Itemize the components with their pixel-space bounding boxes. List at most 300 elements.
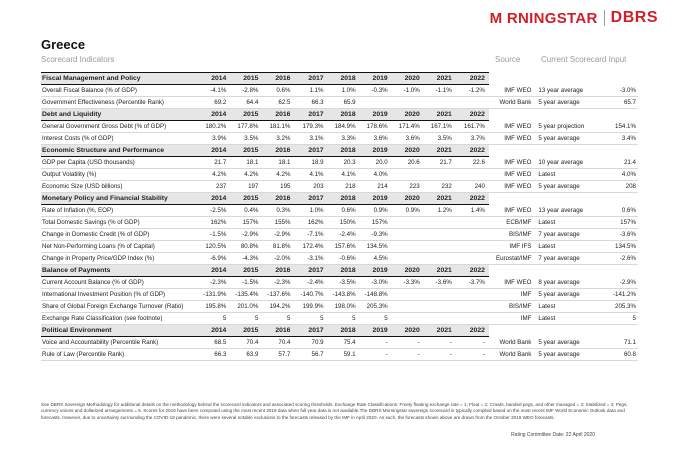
header-spacer	[489, 145, 535, 157]
indicator-value: 18.9	[294, 157, 327, 169]
indicator-source: IMF WEO	[489, 85, 535, 97]
indicator-value: 157%	[230, 217, 262, 229]
year-header: 2021	[424, 193, 456, 205]
current-input-column-header: Current Scorecard Input	[541, 55, 627, 64]
indicator-value: 18.1	[230, 157, 262, 169]
indicator-value: -137.6%	[262, 289, 294, 301]
year-header: 2018	[328, 109, 360, 121]
indicator-value	[424, 217, 456, 229]
indicator-source: IMF WEO	[489, 121, 535, 133]
scorecard-body	[41, 73, 638, 361]
year-header: 2014	[198, 73, 230, 85]
indicator-value: -148.8%	[360, 289, 392, 301]
indicator-value: -4.1%	[198, 85, 230, 97]
indicator-value: 178.6%	[360, 121, 392, 133]
indicator-value: 63.9	[230, 349, 262, 361]
indicator-value: 134.5%	[360, 241, 392, 253]
section-title: Political Environment	[41, 325, 198, 337]
indicator-value: 205.3%	[360, 301, 392, 313]
indicator-value: 5	[198, 313, 230, 325]
current-scorecard-input: 157%	[595, 217, 638, 229]
current-scorecard-input: 4.0%	[595, 169, 638, 181]
indicator-method: 8 year average	[534, 277, 595, 289]
indicator-method: 5 year average	[534, 337, 595, 349]
indicator-value	[424, 229, 456, 241]
year-header: 2022	[456, 109, 489, 121]
indicator-value: 66.3	[294, 97, 327, 109]
indicator-value: -3.0%	[360, 277, 392, 289]
indicator-value: 184.9%	[328, 121, 360, 133]
indicator-source: IMF WEO	[489, 157, 535, 169]
indicator-value: 56.7	[294, 349, 327, 361]
section-title: Monetary Policy and Financial Stability	[41, 193, 198, 205]
indicator-value	[424, 289, 456, 301]
indicator-value: 198.0%	[328, 301, 360, 313]
year-header: 2020	[392, 325, 424, 337]
indicator-source: IMF WEO	[489, 181, 535, 193]
indicator-value: 57.7	[262, 349, 294, 361]
year-header: 2022	[456, 73, 489, 85]
indicator-value: 180.2%	[198, 121, 230, 133]
year-header: 2020	[392, 265, 424, 277]
indicator-value	[360, 97, 392, 109]
indicator-value: 20.3	[328, 157, 360, 169]
year-header: 2018	[328, 265, 360, 277]
indicator-value: -3.1%	[294, 253, 327, 265]
table-row	[41, 313, 638, 325]
year-header: 2014	[198, 325, 230, 337]
year-header: 2014	[198, 109, 230, 121]
indicator-value: 150%	[328, 217, 360, 229]
year-header: 2014	[198, 145, 230, 157]
indicator-value: -7.1%	[294, 229, 327, 241]
indicator-value: 21.7	[198, 157, 230, 169]
indicator-value: 70.4	[262, 337, 294, 349]
indicator-method: 5 year average	[534, 181, 595, 193]
indicator-method: 13 year average	[534, 205, 595, 217]
table-row	[41, 229, 638, 241]
year-header: 2015	[230, 145, 262, 157]
indicator-source: Eurostat/IMF	[489, 253, 535, 265]
scorecard-table	[41, 72, 638, 361]
indicator-value: 1.0%	[294, 205, 327, 217]
indicator-value: 3.7%	[456, 133, 489, 145]
indicator-value	[392, 253, 424, 265]
indicator-value: 195.8%	[198, 301, 230, 313]
indicator-label: Output Volatility (%)	[41, 169, 198, 181]
year-header: 2017	[294, 109, 327, 121]
current-scorecard-input: -2.6%	[595, 253, 638, 265]
indicator-value: 64.4	[230, 97, 262, 109]
indicator-value	[456, 217, 489, 229]
indicator-source: IMF WEO	[489, 277, 535, 289]
year-header: 2014	[198, 193, 230, 205]
indicator-value	[424, 301, 456, 313]
indicator-value: 232	[424, 181, 456, 193]
current-scorecard-input: 205.3%	[595, 301, 638, 313]
indicator-label: Economic Size (USD billions)	[41, 181, 198, 193]
page-title: Greece	[41, 37, 86, 52]
indicator-value: 1.4%	[456, 205, 489, 217]
indicator-value: -	[392, 349, 424, 361]
indicator-value: 75.4	[328, 337, 360, 349]
indicator-value: -4.3%	[230, 253, 262, 265]
morningstar-wordmark: M RNINGSTAR	[489, 9, 598, 27]
indicator-value: 5	[294, 313, 327, 325]
year-header: 2015	[230, 73, 262, 85]
indicator-value: 3.6%	[360, 133, 392, 145]
indicator-value: 162%	[198, 217, 230, 229]
indicator-value: 177.8%	[230, 121, 262, 133]
indicator-source: BIS/IMF	[489, 301, 535, 313]
indicator-method: Latest	[534, 313, 595, 325]
table-row	[41, 253, 638, 265]
section-header	[41, 145, 638, 157]
indicator-value: -2.4%	[294, 277, 327, 289]
indicator-value: 157.6%	[328, 241, 360, 253]
indicator-source: IMF WEO	[489, 169, 535, 181]
indicator-value: 199.9%	[294, 301, 327, 313]
indicator-value: 179.3%	[294, 121, 327, 133]
source-column-header: Source	[495, 55, 521, 64]
indicator-value: -1.2%	[456, 85, 489, 97]
indicator-value	[456, 289, 489, 301]
indicator-value: 66.3	[198, 349, 230, 361]
indicator-value: 20.6	[392, 157, 424, 169]
table-row	[41, 277, 638, 289]
indicator-value: -2.3%	[198, 277, 230, 289]
current-scorecard-input: 71.1	[595, 337, 638, 349]
table-row	[41, 349, 638, 361]
header-spacer	[534, 109, 595, 121]
indicator-value	[424, 241, 456, 253]
indicator-label: Government Effectiveness (Percentile Rank)	[41, 97, 198, 109]
year-header: 2018	[328, 325, 360, 337]
year-header: 2016	[262, 193, 294, 205]
indicator-value: -3.5%	[328, 277, 360, 289]
indicator-value: 162%	[294, 217, 327, 229]
header-spacer	[595, 265, 638, 277]
year-header: 2022	[456, 325, 489, 337]
indicator-value: 167.1%	[424, 121, 456, 133]
year-header: 2022	[456, 265, 489, 277]
indicator-value: -2.3%	[262, 277, 294, 289]
year-header: 2016	[262, 145, 294, 157]
indicator-value: 70.4	[230, 337, 262, 349]
table-row	[41, 121, 638, 133]
year-header: 2021	[424, 325, 456, 337]
indicator-value: -	[456, 337, 489, 349]
indicator-value	[456, 241, 489, 253]
year-header: 2020	[392, 73, 424, 85]
indicator-value: -1.5%	[230, 277, 262, 289]
indicator-value: 69.2	[198, 97, 230, 109]
current-scorecard-input: 65.7	[595, 97, 638, 109]
indicator-value: -	[360, 337, 392, 349]
year-header: 2021	[424, 109, 456, 121]
indicator-value	[456, 253, 489, 265]
indicator-value: -2.0%	[262, 253, 294, 265]
indicator-value: 81.8%	[262, 241, 294, 253]
indicator-value: 5	[360, 313, 392, 325]
indicator-value: 65.9	[328, 97, 360, 109]
section-title: Economic Structure and Performance	[41, 145, 198, 157]
indicator-value: -	[392, 337, 424, 349]
indicator-source: ECB/IMF	[489, 217, 535, 229]
indicator-value: -2.9%	[230, 229, 262, 241]
indicator-value	[392, 169, 424, 181]
indicator-value: 1.2%	[424, 205, 456, 217]
indicator-value: -1.0%	[392, 85, 424, 97]
indicator-method: 5 year projection	[534, 121, 595, 133]
indicator-value: 5	[328, 313, 360, 325]
year-header: 2019	[360, 265, 392, 277]
year-header: 2016	[262, 73, 294, 85]
year-header: 2022	[456, 193, 489, 205]
indicator-value: 194.2%	[262, 301, 294, 313]
year-header: 2016	[262, 325, 294, 337]
indicator-value: 161.7%	[456, 121, 489, 133]
indicator-source: IMF WEO	[489, 133, 535, 145]
indicator-label: Exchange Rate Classification (see footnote)	[41, 313, 198, 325]
rating-committee-date: Rating Committee Date: 22 April 2020	[511, 432, 595, 438]
indicator-value	[424, 169, 456, 181]
section-header	[41, 265, 638, 277]
year-header: 2019	[360, 73, 392, 85]
indicator-value: -2.4%	[328, 229, 360, 241]
indicator-source: IMF IFS	[489, 241, 535, 253]
table-row	[41, 217, 638, 229]
indicator-value	[424, 97, 456, 109]
indicator-value	[392, 241, 424, 253]
indicator-value: 157%	[360, 217, 392, 229]
table-row	[41, 97, 638, 109]
indicator-label: Current Account Balance (% of GDP)	[41, 277, 198, 289]
header-spacer	[595, 73, 638, 85]
indicator-label: Rule of Law (Percentile Rank)	[41, 349, 198, 361]
year-header: 2018	[328, 145, 360, 157]
dbrs-wordmark: DBRS	[610, 9, 658, 26]
current-scorecard-input: 134.5%	[595, 241, 638, 253]
year-header: 2017	[294, 265, 327, 277]
header-spacer	[489, 325, 535, 337]
year-header: 2019	[360, 325, 392, 337]
table-row	[41, 133, 638, 145]
indicator-source: IMF	[489, 289, 535, 301]
year-header: 2018	[328, 193, 360, 205]
indicator-label: Change in Domestic Credit (% of GDP)	[41, 229, 198, 241]
header-spacer	[595, 109, 638, 121]
current-scorecard-input: 154.1%	[595, 121, 638, 133]
table-row	[41, 205, 638, 217]
year-header: 2015	[230, 193, 262, 205]
year-header: 2017	[294, 145, 327, 157]
indicator-value: 21.7	[424, 157, 456, 169]
year-header: 2019	[360, 145, 392, 157]
header-spacer	[489, 265, 535, 277]
table-row	[41, 169, 638, 181]
indicator-label: Net Non-Performing Loans (% of Capital)	[41, 241, 198, 253]
current-scorecard-input: 60.8	[595, 349, 638, 361]
indicator-value: -0.6%	[328, 253, 360, 265]
indicator-value: 3.1%	[294, 133, 327, 145]
indicator-value: 4.2%	[198, 169, 230, 181]
year-header: 2017	[294, 193, 327, 205]
indicator-value: 201.0%	[230, 301, 262, 313]
indicator-value: 237	[198, 181, 230, 193]
indicator-value	[392, 97, 424, 109]
indicator-value	[392, 229, 424, 241]
table-row	[41, 181, 638, 193]
indicator-value: 4.1%	[294, 169, 327, 181]
indicator-value: 3.3%	[328, 133, 360, 145]
indicator-source: IMF	[489, 313, 535, 325]
year-header: 2021	[424, 145, 456, 157]
indicator-source: BIS/IMF	[489, 229, 535, 241]
indicator-source: World Bank	[489, 349, 535, 361]
indicator-value: 203	[294, 181, 327, 193]
indicator-value: -9.3%	[360, 229, 392, 241]
year-header: 2015	[230, 109, 262, 121]
indicator-method: 5 year average	[534, 133, 595, 145]
methodology-footnote: See DBRS Sovereign Methodology for additional details on the methodology behind the scorecard indicators and associated scoring thresholds. Exchange Rate Classifications: Freely floating exchange rate = 1; Float = 2; Crawls, banded pegs, and other managed = 3; Stabilized = 4; Pegs, currency unions and dollarized arrangements = 5. Scores for 2019 have been computed using the most recent 2019 data when full year data is not available.The DBRS Morningstar sovereign scorecard is typically compiled based on the most recent IMF World Economic Outlook data and forecasts. However, due to uncertainty surrounding the COVID-19 pandemic, there were several notable exclusions to the forecasts released by the IMF in April 2020. As such, the forecasts shown above are drawn from the October 2019 WEO forecasts.	[41, 402, 628, 420]
indicator-value: -0.3%	[360, 85, 392, 97]
indicator-value: 172.4%	[294, 241, 327, 253]
year-header: 2020	[392, 145, 424, 157]
indicator-value	[424, 253, 456, 265]
indicator-method: 7 year average	[534, 253, 595, 265]
indicator-value: 4.2%	[262, 169, 294, 181]
indicator-value: 0.3%	[262, 205, 294, 217]
year-header: 2022	[456, 145, 489, 157]
header-spacer	[595, 145, 638, 157]
year-header: 2021	[424, 265, 456, 277]
indicator-label: Voice and Accountability (Percentile Rank)	[41, 337, 198, 349]
indicator-value	[392, 289, 424, 301]
table-row	[41, 289, 638, 301]
section-header	[41, 109, 638, 121]
year-header: 2017	[294, 325, 327, 337]
header-spacer	[534, 325, 595, 337]
indicator-value: 3.5%	[230, 133, 262, 145]
section-header	[41, 193, 638, 205]
indicator-value: 0.9%	[360, 205, 392, 217]
indicator-value: 120.5%	[198, 241, 230, 253]
year-header: 2020	[392, 193, 424, 205]
indicator-value: 20.0	[360, 157, 392, 169]
indicator-value: 80.8%	[230, 241, 262, 253]
indicator-method: 7 year average	[534, 229, 595, 241]
page-subtitle: Scorecard Indicators	[41, 55, 115, 64]
indicator-method: Latest	[534, 217, 595, 229]
indicator-value: -140.7%	[294, 289, 327, 301]
indicator-method: 5 year average	[534, 97, 595, 109]
header-spacer	[534, 73, 595, 85]
section-title: Fiscal Management and Policy	[41, 73, 198, 85]
indicator-value: -6.9%	[198, 253, 230, 265]
header-spacer	[595, 193, 638, 205]
indicator-value: 195	[262, 181, 294, 193]
indicator-method: 13 year average	[534, 85, 595, 97]
indicator-value: 240	[456, 181, 489, 193]
header-spacer	[595, 325, 638, 337]
header-spacer	[489, 73, 535, 85]
current-scorecard-input: 5	[595, 313, 638, 325]
indicator-value: 223	[392, 181, 424, 193]
indicator-value: -2.5%	[198, 205, 230, 217]
table-row	[41, 241, 638, 253]
header-spacer	[489, 109, 535, 121]
indicator-value: 0.9%	[392, 205, 424, 217]
year-header: 2014	[198, 265, 230, 277]
indicator-value: 1.1%	[294, 85, 327, 97]
year-header: 2018	[328, 73, 360, 85]
year-header: 2016	[262, 265, 294, 277]
indicator-value	[456, 97, 489, 109]
table-row	[41, 157, 638, 169]
indicator-value: 0.4%	[230, 205, 262, 217]
year-header: 2019	[360, 193, 392, 205]
indicator-value: 70.9	[294, 337, 327, 349]
indicator-source: IMF WEO	[489, 205, 535, 217]
current-scorecard-input: -3.0%	[595, 85, 638, 97]
indicator-method: Latest	[534, 301, 595, 313]
indicator-value: 22.6	[456, 157, 489, 169]
indicator-value: -	[360, 349, 392, 361]
year-header: 2015	[230, 265, 262, 277]
current-scorecard-input: 21.4	[595, 157, 638, 169]
current-scorecard-input: 0.6%	[595, 205, 638, 217]
section-title: Debt and Liquidity	[41, 109, 198, 121]
current-scorecard-input: -3.6%	[595, 229, 638, 241]
indicator-value: -3.7%	[456, 277, 489, 289]
header-spacer	[534, 193, 595, 205]
section-title: Balance of Payments	[41, 265, 198, 277]
indicator-value: 62.5	[262, 97, 294, 109]
indicator-value: -135.4%	[230, 289, 262, 301]
indicator-value: 214	[360, 181, 392, 193]
header-spacer	[534, 265, 595, 277]
indicator-value: 4.1%	[328, 169, 360, 181]
indicator-value: -	[456, 349, 489, 361]
indicator-value: 1.0%	[328, 85, 360, 97]
indicator-value: -	[424, 337, 456, 349]
indicator-value: -3.3%	[392, 277, 424, 289]
indicator-value: -2.8%	[230, 85, 262, 97]
indicator-value: 59.1	[328, 349, 360, 361]
indicator-value: 3.6%	[392, 133, 424, 145]
year-header: 2020	[392, 109, 424, 121]
indicator-method: 5 year average	[534, 289, 595, 301]
indicator-value: 4.0%	[360, 169, 392, 181]
indicator-label: Overall Fiscal Balance (% of GDP)	[41, 85, 198, 97]
indicator-value: 4.2%	[230, 169, 262, 181]
indicator-source: World Bank	[489, 97, 535, 109]
indicator-label: GDP per Capita (USD thousands)	[41, 157, 198, 169]
indicator-value: 68.5	[198, 337, 230, 349]
indicator-value	[456, 169, 489, 181]
year-header: 2017	[294, 73, 327, 85]
indicator-value: -131.9%	[198, 289, 230, 301]
indicator-value: -2.9%	[262, 229, 294, 241]
current-scorecard-input: -2.9%	[595, 277, 638, 289]
indicator-method: Latest	[534, 169, 595, 181]
indicator-value	[424, 313, 456, 325]
year-header: 2021	[424, 73, 456, 85]
indicator-source: World Bank	[489, 337, 535, 349]
indicator-value: -3.6%	[424, 277, 456, 289]
indicator-value: -	[424, 349, 456, 361]
